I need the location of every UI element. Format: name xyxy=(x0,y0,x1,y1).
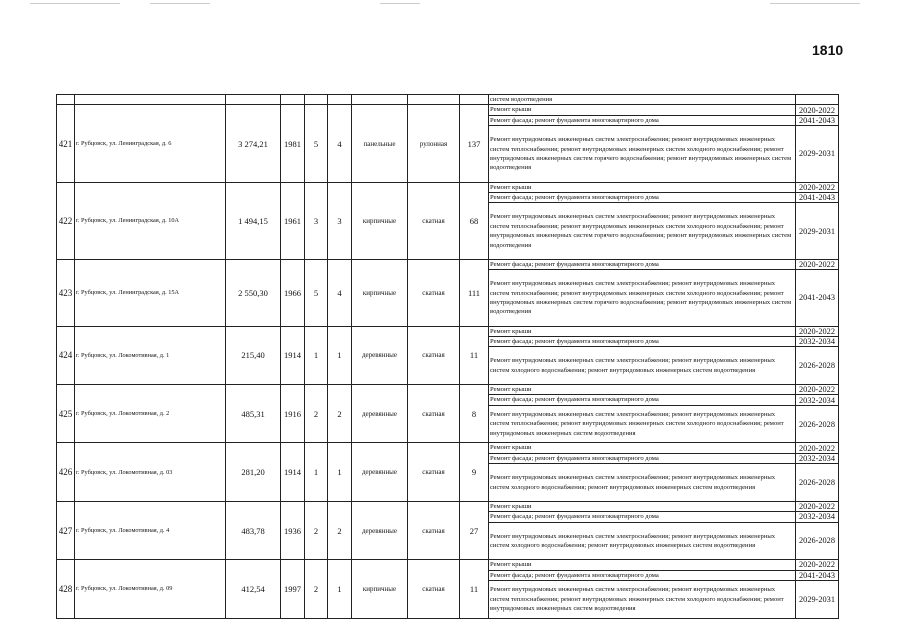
year-cell: 1961 xyxy=(281,182,305,259)
year-cell: 1916 xyxy=(281,385,305,443)
address-cell: г. Рубцовск, ул. Локомотивная, д. 09 xyxy=(75,560,226,618)
area-cell: 281,20 xyxy=(226,443,281,501)
entrances-cell: 3 xyxy=(328,182,352,259)
table-row xyxy=(57,326,839,336)
roof-cell: скатная xyxy=(408,259,460,326)
period-cell: 2020-2022 xyxy=(796,182,839,192)
area-cell: 483,78 xyxy=(226,501,281,559)
period-cell: 2041-2043 xyxy=(796,115,839,125)
period-cell: 2026-2028 xyxy=(796,464,839,502)
period-cell: 2026-2028 xyxy=(796,347,839,385)
work-cell: Ремонт внутридомовых инженерных систем электроснабжения; ремонт внутридомовых инженерных систем теплоснабжения; ремонт внутридомовых инженерных систем холодного водоснабжения; ремонт внутридомовых инженерных систем горячего водоснабжения; ремонт внутридомовых инженерных систем водоотведения xyxy=(489,126,796,182)
period-cell: 2032-2034 xyxy=(796,395,839,405)
roof-cell: скатная xyxy=(408,443,460,501)
roof-cell: рулонная xyxy=(408,105,460,182)
work-cell: Ремонт внутридомовых инженерных систем электроснабжения; ремонт внутридомовых инженерных систем холодного водоснабжения; ремонт внутридомовых инженерных систем водоотведения xyxy=(489,347,796,385)
area-cell: 215,40 xyxy=(226,326,281,384)
walls-cell: кирпичные xyxy=(352,182,408,259)
floors-cell: 1 xyxy=(305,443,328,501)
flats-cell: 11 xyxy=(460,560,489,618)
period-cell: 2029-2031 xyxy=(796,581,839,619)
building-number: 422 xyxy=(57,182,75,259)
period-cell: 2026-2028 xyxy=(796,405,839,443)
area-cell: 412,54 xyxy=(226,560,281,618)
floors-cell: 2 xyxy=(305,560,328,618)
year-cell: 1966 xyxy=(281,259,305,326)
work-cell: Ремонт крыши xyxy=(489,182,796,192)
entrances-cell: 2 xyxy=(328,501,352,559)
year-cell: 1936 xyxy=(281,501,305,559)
building-number: 423 xyxy=(57,259,75,326)
floors-cell: 3 xyxy=(305,182,328,259)
area-cell: 3 274,21 xyxy=(226,105,281,182)
entrances-cell: 1 xyxy=(328,443,352,501)
building-number: 428 xyxy=(57,560,75,618)
walls-cell: панельные xyxy=(352,105,408,182)
building-number: 427 xyxy=(57,501,75,559)
roof-cell: скатная xyxy=(408,560,460,618)
year-cell: 1981 xyxy=(281,105,305,182)
flats-cell: 137 xyxy=(460,105,489,182)
walls-cell: кирпичные xyxy=(352,259,408,326)
work-cell: Ремонт внутридомовых инженерных систем электроснабжения; ремонт внутридомовых инженерных систем теплоснабжения; ремонт внутридомовых инженерных систем холодного водоснабжения; ремонт внутридомовых инженерных систем горячего водоснабжения; ремонт внутридомовых инженерных систем водоотведения xyxy=(489,270,796,326)
address-cell: г. Рубцовск, ул. Ленинградская, д. 10А xyxy=(75,182,226,259)
walls-cell: деревянные xyxy=(352,385,408,443)
walls-cell: деревянные xyxy=(352,326,408,384)
period-cell: 2020-2022 xyxy=(796,443,839,453)
roof-cell: скатная xyxy=(408,326,460,384)
period-cell: 2032-2034 xyxy=(796,453,839,463)
roof-cell: скатная xyxy=(408,182,460,259)
period-cell: 2020-2022 xyxy=(796,105,839,115)
work-cell: Ремонт внутридомовых инженерных систем электроснабжения; ремонт внутридомовых инженерных систем теплоснабжения; ремонт внутридомовых инженерных систем холодного водоснабжения; ремонт внутридомовых инженерных систем водоотведения xyxy=(489,581,796,619)
year-cell: 1914 xyxy=(281,326,305,384)
address-cell: г. Рубцовск, ул. Локомотивная, д. 2 xyxy=(75,385,226,443)
work-cell: Ремонт крыши xyxy=(489,501,796,511)
work-cell: Ремонт фасада; ремонт фундамента многоквартирного дома xyxy=(489,570,796,580)
address-cell: г. Рубцовск, ул. Ленинградская, д. 15А xyxy=(75,259,226,326)
work-cell: Ремонт фасада; ремонт фундамента многоквартирного дома xyxy=(489,453,796,463)
entrances-cell: 1 xyxy=(328,560,352,618)
period-cell: 2026-2028 xyxy=(796,522,839,560)
work-cell: Ремонт внутридомовых инженерных систем электроснабжения; ремонт внутридомовых инженерных систем теплоснабжения; ремонт внутридомовых инженерных систем холодного водоснабжения; ремонт внутридомовых инженерных систем горячего водоснабжения; ремонт внутридомовых инженерных систем водоотведения xyxy=(489,203,796,259)
walls-cell: кирпичные xyxy=(352,560,408,618)
entrances-cell: 2 xyxy=(328,385,352,443)
roof-cell: скатная xyxy=(408,385,460,443)
floors-cell: 2 xyxy=(305,501,328,559)
period-cell: 2020-2022 xyxy=(796,259,839,269)
roof-cell: скатная xyxy=(408,501,460,559)
period-cell: 2020-2022 xyxy=(796,385,839,395)
work-cell: систем водоотведения xyxy=(489,95,796,105)
period-cell: 2032-2034 xyxy=(796,337,839,347)
floors-cell: 2 xyxy=(305,385,328,443)
period-cell: 2041-2043 xyxy=(796,193,839,203)
year-cell: 1914 xyxy=(281,443,305,501)
entrances-cell: 1 xyxy=(328,326,352,384)
work-cell: Ремонт крыши xyxy=(489,326,796,336)
floors-cell: 5 xyxy=(305,105,328,182)
continuation-row xyxy=(57,95,839,105)
flats-cell: 68 xyxy=(460,182,489,259)
work-cell: Ремонт фасада; ремонт фундамента многоквартирного дома xyxy=(489,115,796,125)
period-cell: 2020-2022 xyxy=(796,501,839,511)
entrances-cell: 4 xyxy=(328,259,352,326)
building-number: 421 xyxy=(57,105,75,182)
work-cell: Ремонт внутридомовых инженерных систем электроснабжения; ремонт внутридомовых инженерных систем холодного водоснабжения; ремонт внутридомовых инженерных систем водоотведения xyxy=(489,464,796,502)
building-number: 425 xyxy=(57,385,75,443)
entrances-cell: 4 xyxy=(328,105,352,182)
repair-program-table xyxy=(56,94,839,619)
period-cell: 2029-2031 xyxy=(796,203,839,259)
floors-cell: 5 xyxy=(305,259,328,326)
work-cell: Ремонт крыши xyxy=(489,105,796,115)
flats-cell: 11 xyxy=(460,326,489,384)
table-row xyxy=(57,443,839,453)
building-number: 426 xyxy=(57,443,75,501)
area-cell: 2 550,30 xyxy=(226,259,281,326)
period-cell: 2032-2034 xyxy=(796,512,839,522)
period-cell: 2041-2043 xyxy=(796,570,839,580)
period-cell: 2020-2022 xyxy=(796,326,839,336)
period-cell: 2041-2043 xyxy=(796,270,839,326)
walls-cell: деревянные xyxy=(352,501,408,559)
table-row xyxy=(57,501,839,511)
work-cell: Ремонт внутридомовых инженерных систем электроснабжения; ремонт внутридомовых инженерных систем теплоснабжения; ремонт внутридомовых инженерных систем холодного водоснабжения; ремонт внутридомовых инженерных систем водоотведения xyxy=(489,405,796,443)
period-cell xyxy=(796,95,839,105)
address-cell: г. Рубцовск, ул. Ленинградская, д. 6 xyxy=(75,105,226,182)
building-number: 424 xyxy=(57,326,75,384)
area-cell: 1 494,15 xyxy=(226,182,281,259)
work-cell: Ремонт крыши xyxy=(489,385,796,395)
work-cell: Ремонт фасада; ремонт фундамента многоквартирного дома xyxy=(489,337,796,347)
work-cell: Ремонт фасада; ремонт фундамента многоквартирного дома xyxy=(489,259,796,269)
work-cell: Ремонт внутридомовых инженерных систем электроснабжения; ремонт внутридомовых инженерных систем холодного водоснабжения; ремонт внутридомовых инженерных систем водоотведения xyxy=(489,522,796,560)
work-cell: Ремонт крыши xyxy=(489,443,796,453)
flats-cell: 9 xyxy=(460,443,489,501)
flats-cell: 8 xyxy=(460,385,489,443)
walls-cell: деревянные xyxy=(352,443,408,501)
flats-cell: 27 xyxy=(460,501,489,559)
area-cell: 485,31 xyxy=(226,385,281,443)
table-row xyxy=(57,560,839,570)
address-cell: г. Рубцовск, ул. Локомотивная, д. 1 xyxy=(75,326,226,384)
period-cell: 2020-2022 xyxy=(796,560,839,570)
work-cell: Ремонт фасада; ремонт фундамента многоквартирного дома xyxy=(489,395,796,405)
address-cell: г. Рубцовск, ул. Локомотивная, д. 03 xyxy=(75,443,226,501)
floors-cell: 1 xyxy=(305,326,328,384)
table-row xyxy=(57,182,839,192)
table-row xyxy=(57,259,839,269)
work-cell: Ремонт крыши xyxy=(489,560,796,570)
period-cell: 2029-2031 xyxy=(796,126,839,182)
work-cell: Ремонт фасада; ремонт фундамента многоквартирного дома xyxy=(489,193,796,203)
address-cell: г. Рубцовск, ул. Локомотивная, д. 4 xyxy=(75,501,226,559)
year-cell: 1997 xyxy=(281,560,305,618)
work-cell: Ремонт фасада; ремонт фундамента многоквартирного дома xyxy=(489,512,796,522)
flats-cell: 111 xyxy=(460,259,489,326)
table-row xyxy=(57,385,839,395)
page-number: 1810 xyxy=(812,42,844,58)
table-row xyxy=(57,105,839,115)
